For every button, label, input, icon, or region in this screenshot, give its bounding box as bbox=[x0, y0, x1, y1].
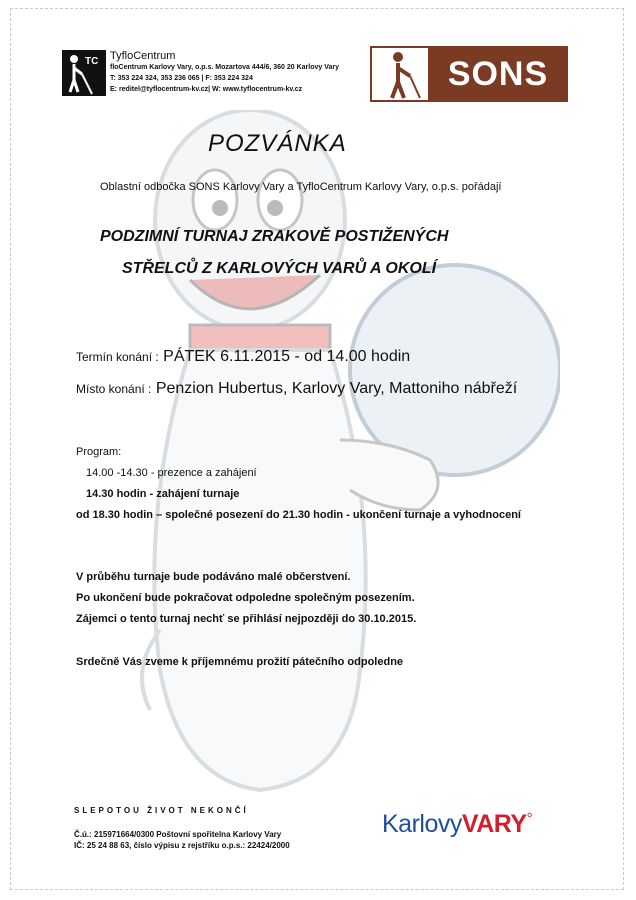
footer-motto: SLEPOTOU ŽIVOT NEKONČÍ bbox=[74, 806, 249, 815]
place-value: Penzion Hubertus, Karlovy Vary, Mattoniho nábřeží bbox=[155, 380, 518, 397]
organizer-line: Oblastní odbočka SONS Karlovy Vary a TyfloCentrum Karlovy Vary, o.p.s. pořádají bbox=[100, 181, 502, 193]
program-item: od 18.30 hodin – společné posezení do 21.30 hodin - ukončení turnaje a vyhodnocení bbox=[76, 509, 521, 521]
kv-logo-part2: VARY bbox=[461, 810, 527, 838]
closing-line: Srdečně Vás zveme k příjemnému prožití pátečního odpoledne bbox=[76, 656, 404, 668]
place-label: Místo konání : bbox=[76, 382, 152, 396]
note-line: Zájemci o tento turnaj nechť se přihlásí nejpozději do 30.10.2015. bbox=[76, 613, 417, 625]
tyflocentrum-name: TyfloCentrum bbox=[110, 50, 176, 62]
tyflocentrum-contact: E: reditel@tyflocentrum-kv.cz| W: www.tyflocentrum-kv.cz bbox=[110, 86, 303, 93]
program-item: 14.30 hodin - zahájení turnaje bbox=[86, 488, 240, 500]
footer-account: Č.ú.: 215971664/0300 Poštovní spořitelna Karlovy Vary bbox=[74, 830, 282, 839]
sons-logo bbox=[370, 46, 568, 102]
event-name-line-1: PODZIMNÍ TURNAJ ZRAKOVĚ POSTIŽENÝCH bbox=[100, 228, 449, 245]
note-line: V průběhu turnaje bude podáváno malé občerstvení. bbox=[76, 571, 351, 583]
note-line: Po ukončení bude pokračovat odpoledne společným posezením. bbox=[76, 592, 415, 604]
tc-logo-text: TC bbox=[85, 56, 99, 67]
tyflocentrum-phones: T: 353 224 324, 353 236 065 | F: 353 224 324 bbox=[110, 75, 253, 82]
date-value: PÁTEK 6.11.2015 - od 14.00 hodin bbox=[163, 348, 411, 365]
kv-logo-degree: ° bbox=[526, 810, 533, 827]
program-item: 14.00 -14.30 - prezence a zahájení bbox=[86, 467, 257, 479]
sons-person-icon bbox=[372, 48, 430, 100]
page-title: POZVÁNKA bbox=[208, 130, 347, 157]
program-heading: Program: bbox=[76, 446, 122, 458]
sons-logo-text: SONS bbox=[430, 48, 566, 100]
footer-ic: IČ: 25 24 88 63, číslo výpisu z rejstříku o.p.s.: 22424/2000 bbox=[74, 841, 290, 850]
event-place-row bbox=[76, 380, 517, 398]
tyflocentrum-address: floCentrum Karlovy Vary, o.p.s. Mozartova 444/6, 360 20 Karlovy Vary bbox=[110, 64, 340, 71]
bowling-pin-mascot-image bbox=[120, 110, 560, 800]
event-date-row bbox=[76, 348, 410, 366]
karlovy-vary-logo bbox=[382, 810, 532, 839]
tyflocentrum-logo bbox=[62, 50, 106, 96]
event-name-line-2: STŘELCŮ Z KARLOVÝCH VARŮ A OKOLÍ bbox=[122, 260, 437, 277]
blind-person-icon bbox=[62, 50, 106, 96]
kv-logo-part1: Karlovy bbox=[382, 810, 462, 838]
date-label: Termín konání : bbox=[76, 350, 159, 364]
